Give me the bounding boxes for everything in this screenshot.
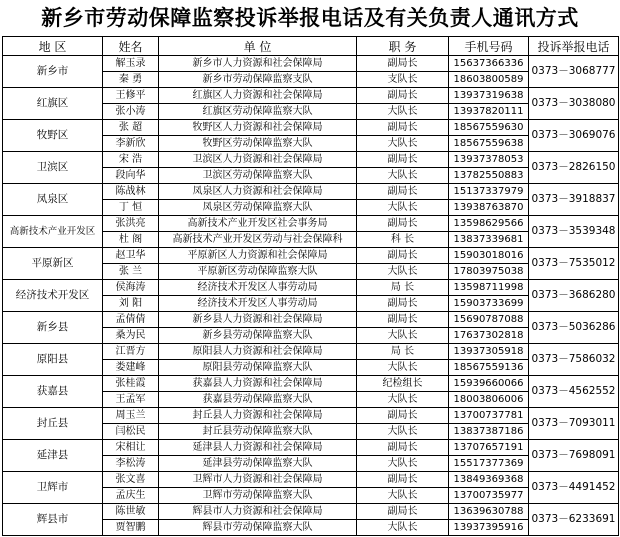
table-row — [3, 312, 619, 328]
mobile-cell: 15939660066 — [449, 376, 529, 392]
table-row — [3, 344, 619, 360]
name-cell: 娄建峰 — [103, 360, 159, 376]
mobile-cell: 17803975038 — [449, 264, 529, 280]
mobile-cell: 15637366336 — [449, 56, 529, 72]
position-cell: 副局长 — [357, 472, 449, 488]
mobile-cell: 15903733699 — [449, 296, 529, 312]
area-cell: 延津县 — [3, 440, 103, 472]
hotline-cell: 0373－3038080 — [529, 88, 619, 120]
mobile-cell: 13837387186 — [449, 424, 529, 440]
area-cell: 辉县市 — [3, 504, 103, 536]
position-cell: 大队长 — [357, 520, 449, 536]
hotline-cell: 0373－3686280 — [529, 280, 619, 312]
unit-cell: 获嘉县人力资源和社会保障局 — [159, 376, 357, 392]
name-cell: 刘 阳 — [103, 296, 159, 312]
mobile-cell: 13937378053 — [449, 152, 529, 168]
unit-cell: 新乡市人力资源和社会保障局 — [159, 56, 357, 72]
position-cell: 大队长 — [357, 488, 449, 504]
position-cell: 大队长 — [357, 328, 449, 344]
name-cell: 李新欣 — [103, 136, 159, 152]
unit-cell: 平原新区劳动保障监察大队 — [159, 264, 357, 280]
unit-cell: 红旗区人力资源和社会保障局 — [159, 88, 357, 104]
unit-cell: 辉县市劳动保障监察大队 — [159, 520, 357, 536]
unit-cell: 卫辉市劳动保障监察大队 — [159, 488, 357, 504]
name-cell: 桑为民 — [103, 328, 159, 344]
area-cell: 原阳县 — [3, 344, 103, 376]
table-row — [3, 408, 619, 424]
name-cell: 丁 恒 — [103, 200, 159, 216]
name-cell: 张文喜 — [103, 472, 159, 488]
unit-cell: 新乡县劳动保障监察大队 — [159, 328, 357, 344]
name-cell: 周玉兰 — [103, 408, 159, 424]
table-row — [3, 152, 619, 168]
mobile-cell: 15137337979 — [449, 184, 529, 200]
area-cell: 凤泉区 — [3, 184, 103, 216]
position-cell: 局 长 — [357, 344, 449, 360]
position-cell: 副局长 — [357, 120, 449, 136]
position-cell: 局 长 — [357, 280, 449, 296]
name-cell: 孟倩倩 — [103, 312, 159, 328]
header-mobile: 手机号码 — [449, 37, 529, 56]
unit-cell: 新乡县人力资源和社会保障局 — [159, 312, 357, 328]
unit-cell: 延津县劳动保障监察大队 — [159, 456, 357, 472]
mobile-cell: 13937305918 — [449, 344, 529, 360]
mobile-cell: 18567559638 — [449, 136, 529, 152]
hotline-cell: 0373－5036286 — [529, 312, 619, 344]
name-cell: 闫松民 — [103, 424, 159, 440]
area-cell: 封丘县 — [3, 408, 103, 440]
table-row — [3, 88, 619, 104]
position-cell: 副局长 — [357, 56, 449, 72]
area-cell: 卫辉市 — [3, 472, 103, 504]
hotline-cell: 0373－3918837 — [529, 184, 619, 216]
name-cell: 王修平 — [103, 88, 159, 104]
unit-cell: 新乡市劳动保障监察支队 — [159, 72, 357, 88]
hotline-cell: 0373－7586032 — [529, 344, 619, 376]
mobile-cell: 13937820111 — [449, 104, 529, 120]
mobile-cell: 13837339681 — [449, 232, 529, 248]
position-cell: 大队长 — [357, 264, 449, 280]
position-cell: 副局长 — [357, 88, 449, 104]
table-row — [3, 216, 619, 232]
hotline-cell: 0373－4491452 — [529, 472, 619, 504]
hotline-cell: 0373－2826150 — [529, 152, 619, 184]
position-cell: 大队长 — [357, 200, 449, 216]
unit-cell: 凤泉区人力资源和社会保障局 — [159, 184, 357, 200]
position-cell: 大队长 — [357, 392, 449, 408]
table-row — [3, 504, 619, 520]
mobile-cell: 15903018016 — [449, 248, 529, 264]
header-unit: 单 位 — [159, 37, 357, 56]
name-cell: 秦 勇 — [103, 72, 159, 88]
header-area: 地 区 — [3, 37, 103, 56]
unit-cell: 卫辉市人力资源和社会保障局 — [159, 472, 357, 488]
position-cell: 纪检组长 — [357, 376, 449, 392]
name-cell: 宋 浩 — [103, 152, 159, 168]
table-body — [3, 56, 619, 536]
unit-cell: 卫滨区劳动保障监察大队 — [159, 168, 357, 184]
name-cell: 段向华 — [103, 168, 159, 184]
mobile-cell: 13639630788 — [449, 504, 529, 520]
position-cell: 大队长 — [357, 136, 449, 152]
mobile-cell: 13938763870 — [449, 200, 529, 216]
table-row — [3, 120, 619, 136]
unit-cell: 凤泉区劳动保障监察大队 — [159, 200, 357, 216]
name-cell: 陈世敏 — [103, 504, 159, 520]
position-cell: 大队长 — [357, 424, 449, 440]
hotline-cell: 0373－3068777 — [529, 56, 619, 88]
table-row — [3, 184, 619, 200]
area-cell: 红旗区 — [3, 88, 103, 120]
name-cell: 孟庆生 — [103, 488, 159, 504]
name-cell: 李松涛 — [103, 456, 159, 472]
position-cell: 副局长 — [357, 184, 449, 200]
position-cell: 大队长 — [357, 168, 449, 184]
name-cell: 陈战林 — [103, 184, 159, 200]
name-cell: 王孟军 — [103, 392, 159, 408]
unit-cell: 卫滨区人力资源和社会保障局 — [159, 152, 357, 168]
name-cell: 张小涛 — [103, 104, 159, 120]
unit-cell: 牧野区人力资源和社会保障局 — [159, 120, 357, 136]
name-cell: 赵卫华 — [103, 248, 159, 264]
unit-cell: 封丘县劳动保障监察大队 — [159, 424, 357, 440]
table-row — [3, 472, 619, 488]
name-cell: 侯海涛 — [103, 280, 159, 296]
mobile-cell: 13700737781 — [449, 408, 529, 424]
mobile-cell: 13707657191 — [449, 440, 529, 456]
mobile-cell: 13937395916 — [449, 520, 529, 536]
position-cell: 副局长 — [357, 248, 449, 264]
position-cell: 支队长 — [357, 72, 449, 88]
mobile-cell: 13598711998 — [449, 280, 529, 296]
hotline-cell: 0373－7698091 — [529, 440, 619, 472]
unit-cell: 牧野区劳动保障监察大队 — [159, 136, 357, 152]
position-cell: 大队长 — [357, 456, 449, 472]
unit-cell: 高新技术产业开发区社会事务局 — [159, 216, 357, 232]
position-cell: 副局长 — [357, 312, 449, 328]
mobile-cell: 13782550883 — [449, 168, 529, 184]
name-cell: 张桂霞 — [103, 376, 159, 392]
position-cell: 副局长 — [357, 216, 449, 232]
contact-table — [2, 36, 619, 536]
area-cell: 牧野区 — [3, 120, 103, 152]
mobile-cell: 15690787088 — [449, 312, 529, 328]
mobile-cell: 13849369368 — [449, 472, 529, 488]
mobile-cell: 18003806006 — [449, 392, 529, 408]
name-cell: 贾智鹏 — [103, 520, 159, 536]
table-row — [3, 440, 619, 456]
area-cell: 经济技术开发区 — [3, 280, 103, 312]
hotline-cell: 0373－6233691 — [529, 504, 619, 536]
unit-cell: 辉县市人力资源和社会保障局 — [159, 504, 357, 520]
mobile-cell: 15517377369 — [449, 456, 529, 472]
area-cell: 获嘉县 — [3, 376, 103, 408]
mobile-cell: 18603800589 — [449, 72, 529, 88]
area-cell: 平原新区 — [3, 248, 103, 280]
unit-cell: 平原新区人力资源和社会保障局 — [159, 248, 357, 264]
unit-cell: 原阳县人力资源和社会保障局 — [159, 344, 357, 360]
unit-cell: 红旗区劳动保障监察大队 — [159, 104, 357, 120]
table-row — [3, 280, 619, 296]
name-cell: 张洪亮 — [103, 216, 159, 232]
position-cell: 副局长 — [357, 408, 449, 424]
hotline-cell: 0373－4562552 — [529, 376, 619, 408]
area-cell: 卫滨区 — [3, 152, 103, 184]
mobile-cell: 13700735977 — [449, 488, 529, 504]
position-cell: 大队长 — [357, 104, 449, 120]
hotline-cell: 0373－7093011 — [529, 408, 619, 440]
name-cell: 杜 阁 — [103, 232, 159, 248]
position-cell: 科 长 — [357, 232, 449, 248]
name-cell: 江晋方 — [103, 344, 159, 360]
header-position: 职 务 — [357, 37, 449, 56]
unit-cell: 封丘县人力资源和社会保障局 — [159, 408, 357, 424]
header-hotline: 投诉举报电话 — [529, 37, 619, 56]
unit-cell: 获嘉县劳动保障监察大队 — [159, 392, 357, 408]
hotline-cell: 0373－3539348 — [529, 216, 619, 248]
name-cell: 解玉录 — [103, 56, 159, 72]
position-cell: 大队长 — [357, 360, 449, 376]
unit-cell: 经济技术开发区人事劳动局 — [159, 296, 357, 312]
mobile-cell: 13598629566 — [449, 216, 529, 232]
hotline-cell: 0373－3069076 — [529, 120, 619, 152]
name-cell: 宋相让 — [103, 440, 159, 456]
table-row — [3, 376, 619, 392]
position-cell: 副局长 — [357, 504, 449, 520]
mobile-cell: 18567559136 — [449, 360, 529, 376]
table-row — [3, 248, 619, 264]
name-cell: 张 兰 — [103, 264, 159, 280]
table-row — [3, 56, 619, 72]
mobile-cell: 17637302818 — [449, 328, 529, 344]
area-cell: 高新技术产业开发区 — [3, 216, 103, 248]
unit-cell: 延津县人力资源和社会保障局 — [159, 440, 357, 456]
mobile-cell: 18567559630 — [449, 120, 529, 136]
mobile-cell: 13937319638 — [449, 88, 529, 104]
page-title: 新乡市劳动保障监察投诉举报电话及有关负责人通讯方式 — [41, 5, 579, 30]
name-cell: 张 超 — [103, 120, 159, 136]
area-cell: 新乡市 — [3, 56, 103, 88]
unit-cell: 原阳县劳动保障监察大队 — [159, 360, 357, 376]
header-name: 姓名 — [103, 37, 159, 56]
table-header-row — [3, 37, 619, 56]
position-cell: 副局长 — [357, 152, 449, 168]
position-cell: 副局长 — [357, 296, 449, 312]
unit-cell: 经济技术开发区人事劳动局 — [159, 280, 357, 296]
hotline-cell: 0373－7535012 — [529, 248, 619, 280]
unit-cell: 高新技术产业开发区劳动与社会保障科 — [159, 232, 357, 248]
area-cell: 新乡县 — [3, 312, 103, 344]
position-cell: 副局长 — [357, 440, 449, 456]
